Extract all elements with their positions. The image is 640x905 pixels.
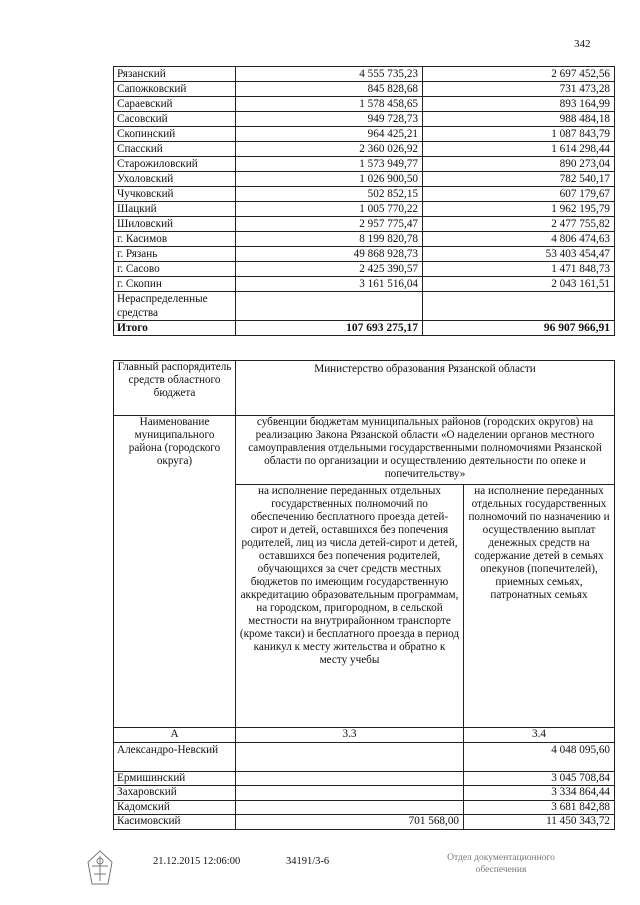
column-3-4-header: на исполнение переданных отдельных государственных полномочий по назначению и осуществлению выплат денежных средств на содержание детей в семьях опекунов (попечителей), приемных семьях, патронатных семьях [464,485,615,728]
index-3-3: 3.3 [236,728,464,743]
district-name: Захаровский [114,786,236,801]
value-1: 2 425 390,57 [236,262,423,277]
value-2: 2 043 161,51 [423,277,615,292]
value-2: 890 273,04 [423,157,615,172]
value-2: 1 614 298,44 [423,142,615,157]
table-row [114,771,615,786]
value-1: 1 005 770,22 [236,202,423,217]
column-3-3-header: на исполнение переданных отдельных государственных полномочий по обеспечению бесплатного проезда детей-сирот и детей, оставшихся без попечения родителей, лиц из числа детей-сирот и детей, оставшихся без попечения родителей, обучающихся за счет средств местных бюджетов по имеющим государственную аккредитацию образовательным программам, на городском, пригородном, в сельской местности на внутрирайонном транспорте (кроме такси) и бесплатного проезда в период каникул к месту жительства и обратно к месту учебы [236,485,464,728]
value-1: 1 578 458,65 [236,97,423,112]
district-name: Ухоловский [114,172,236,187]
value-3-4: 4 048 095,60 [464,742,615,771]
table-row [114,112,615,127]
table-row [114,232,615,247]
district-name: г. Рязань [114,247,236,262]
district-name: г. Скопин [114,277,236,292]
table-row [114,67,615,82]
district-name: Сапожковский [114,82,236,97]
value-3-3 [236,786,464,801]
ministry-name: Министерство образования Рязанской области [236,361,615,416]
table-row [114,172,615,187]
value-2: 988 484,18 [423,112,615,127]
district-name: г. Касимов [114,232,236,247]
district-name: Сасовский [114,112,236,127]
district-name: Сараевский [114,97,236,112]
district-name: Александро-Невский [114,742,236,771]
value-2: 53 403 454,47 [423,247,615,262]
value-2: 4 806 474,63 [423,232,615,247]
table-row [114,247,615,262]
table-row [114,217,615,232]
district-name: Скопинский [114,127,236,142]
header-row-name [114,416,615,485]
value-3-3: 701 568,00 [236,815,464,830]
value-1: 1 573 949,77 [236,157,423,172]
unallocated-label: Нераспределенные средства [114,292,236,321]
footer-doc-number: 34191/3-6 [286,856,330,867]
table-row [114,187,615,202]
value-3-3 [236,742,464,771]
value-1: 502 852,15 [236,187,423,202]
value-1: 3 161 516,04 [236,277,423,292]
table-row [114,142,615,157]
value-2: 1 962 195,79 [423,202,615,217]
footer-datetime: 21.12.2015 12:06:00 [153,856,241,867]
district-name: Спасский [114,142,236,157]
table-row-total [114,321,615,336]
total-label: Итого [114,321,236,336]
value-3-4: 3 334 864,44 [464,786,615,801]
value-2: 2 697 452,56 [423,67,615,82]
value-3-4: 3 681 842,88 [464,800,615,815]
value-1: 4 555 735,23 [236,67,423,82]
value-3-4: 3 045 708,84 [464,771,615,786]
district-name: Чучковский [114,187,236,202]
subvention-text: субвенции бюджетам муниципальных районов (городских округов) на реализацию Закона Рязанской области «О наделении органов местного самоуправления отдельными государственными полномочиями Рязанской области по организации и осуществлению деятельности по опеке и попечительству» [236,416,615,485]
table-row [114,786,615,801]
district-name: г. Сасово [114,262,236,277]
index-a: А [114,728,236,743]
value-1: 2 360 026,92 [236,142,423,157]
value-2: 1 471 848,73 [423,262,615,277]
value-2: 893 164,99 [423,97,615,112]
district-name: Шацкий [114,202,236,217]
total-value-1: 107 693 275,17 [236,321,423,336]
value-2: 782 540,17 [423,172,615,187]
value-2: 607 179,67 [423,187,615,202]
table-row [114,815,615,830]
budget-table-top [113,66,615,336]
page-number: 342 [574,38,591,50]
header-row-manager [114,361,615,416]
table-row [114,262,615,277]
district-name: Кадомский [114,800,236,815]
district-name: Старожиловский [114,157,236,172]
value-3-4: 11 450 343,72 [464,815,615,830]
footer-department: Отдел документационного обеспечения [447,853,555,875]
index-3-4: 3.4 [464,728,615,743]
value-1: 964 425,21 [236,127,423,142]
table-row [114,97,615,112]
value-2: 1 087 843,79 [423,127,615,142]
value-1: 1 026 900,50 [236,172,423,187]
value-2: 2 477 755,82 [423,217,615,232]
table-row [114,202,615,217]
table-row [114,742,615,771]
district-name: Ермишинский [114,771,236,786]
district-name: Касимовский [114,815,236,830]
value-1: 8 199 820,78 [236,232,423,247]
total-value-2: 96 907 966,91 [423,321,615,336]
table-row-unallocated [114,292,615,321]
value-1: 49 868 928,73 [236,247,423,262]
name-label: Наименование муниципального района (городского округа) [114,416,236,728]
table-row [114,82,615,97]
table-row [114,277,615,292]
budget-table-bottom [113,360,615,830]
value-3-3 [236,800,464,815]
value-2: 731 473,28 [423,82,615,97]
district-name: Шиловский [114,217,236,232]
emblem-icon [82,848,118,888]
index-row [114,728,615,743]
district-name: Рязанский [114,67,236,82]
table-row [114,800,615,815]
table-row [114,127,615,142]
manager-label: Главный распорядитель средств областного бюджета [114,361,236,416]
value-1: 845 828,68 [236,82,423,97]
value-1: 2 957 775,47 [236,217,423,232]
table-row [114,157,615,172]
value-3-3 [236,771,464,786]
value-1: 949 728,73 [236,112,423,127]
